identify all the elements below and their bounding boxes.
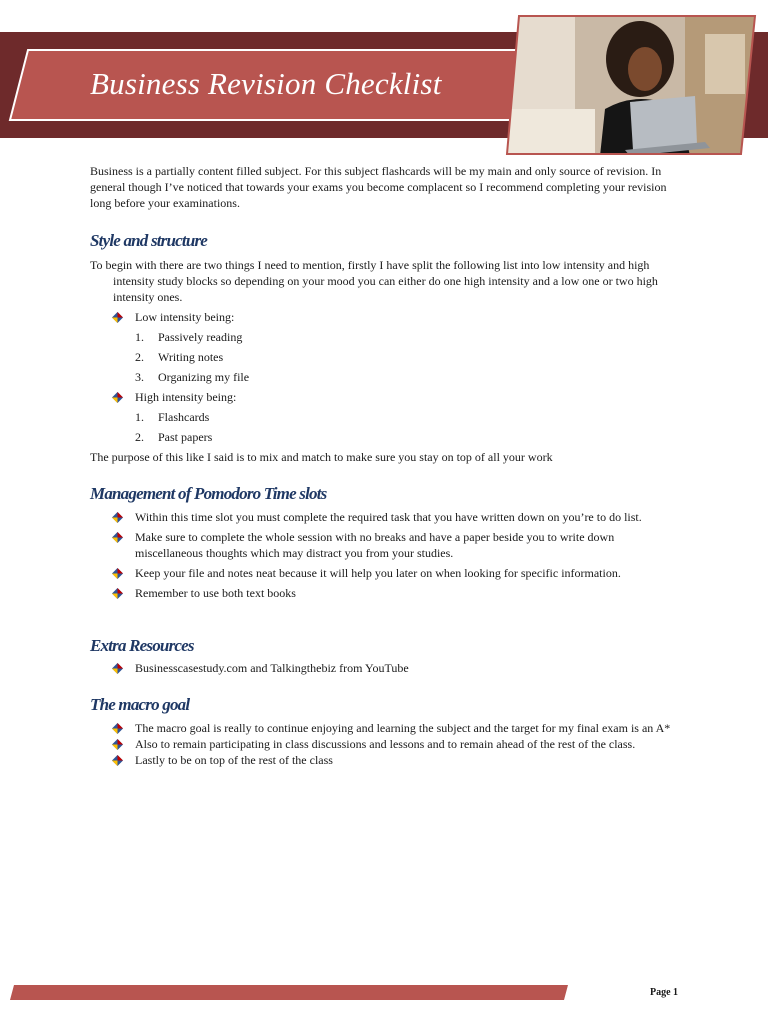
footer-bar <box>0 985 568 1000</box>
heading-macro-goal: The macro goal <box>90 695 190 714</box>
bullet-arrow-icon <box>112 663 123 674</box>
list-item <box>90 389 685 405</box>
list-item-text: Also to remain participating in class discussions and lessons and to remain ahead of the rest of the class. <box>135 737 636 751</box>
list-item: 2. Past papers <box>135 430 213 444</box>
page-title: Business Revision Checklist <box>90 66 442 101</box>
bullet-arrow-icon <box>112 532 123 543</box>
list-item-text: The macro goal is really to continue enjoying and learning the subject and the target for my final exam is an A* <box>135 721 671 735</box>
list-item: 1. Flashcards <box>135 410 210 424</box>
bullet-arrow-icon <box>112 568 123 579</box>
list-item-text: Past papers <box>158 430 213 444</box>
list-item <box>90 660 685 676</box>
bullet-arrow-icon <box>112 312 123 323</box>
list-item <box>90 585 685 601</box>
list-item <box>90 509 685 525</box>
bullet-arrow-icon <box>112 512 123 523</box>
list-item-text: Flashcards <box>158 410 210 424</box>
list-item-text: Businesscasestudy.com and Talkingthebiz from YouTube <box>135 661 409 675</box>
list-item-text: Passively reading <box>158 330 243 344</box>
list-item <box>90 565 685 581</box>
heading-pomodoro: Management of Pomodoro Time slots <box>90 484 327 503</box>
list-item-text: Keep your file and notes neat because it will help you later on when looking for specific information. <box>135 566 621 580</box>
list-item-text: Remember to use both text books <box>135 586 296 600</box>
list-item-text: Within this time slot you must complete the required task that you have written down on you’re to do list. <box>135 510 642 524</box>
bullet-arrow-icon <box>112 739 123 750</box>
list-item: 2. Writing notes <box>135 350 224 364</box>
bullet-arrow-icon <box>112 392 123 403</box>
list-item <box>90 529 685 561</box>
list-item <box>90 720 685 736</box>
style-lead-paragraph: To begin with there are two things I need to mention, firstly I have split the following list into low intensity and high intensity study blocks so depending on your mood you can either do one high intensity and a low one or two high intensity ones. <box>90 258 658 304</box>
page-number: Page 1 <box>650 987 679 998</box>
style-closing-paragraph: The purpose of this like I said is to mix and match to make sure you stay on top of all your work <box>90 450 553 464</box>
list-item-text: Lastly to be on top of the rest of the class <box>135 753 333 767</box>
heading-extra-resources: Extra Resources <box>90 636 194 655</box>
list-item <box>90 752 685 768</box>
list-item-text: Organizing my file <box>158 370 250 384</box>
list-item: 1. Passively reading <box>135 330 243 344</box>
heading-style-structure: Style and structure <box>90 231 208 250</box>
list-item <box>90 309 685 325</box>
list-item-text: Low intensity being: <box>135 310 235 324</box>
list-item-text: Writing notes <box>158 350 224 364</box>
list-item-text: Make sure to complete the whole session with no breaks and have a paper beside you to write down miscellaneous thoughts which may distract you from your studies. <box>135 530 615 560</box>
bullet-arrow-icon <box>112 723 123 734</box>
document-body <box>90 163 685 767</box>
list-item: 3. Organizing my file <box>135 370 250 384</box>
intro-paragraph: Business is a partially content filled subject. For this subject flashcards will be my main and only source of revision. In general though I’ve noticed that towards your exams you become complacent so I recommend completing your revision long before your examinations. <box>90 164 667 210</box>
bullet-arrow-icon <box>112 755 123 766</box>
bullet-arrow-icon <box>112 588 123 599</box>
header-photo <box>505 14 757 156</box>
list-item <box>90 736 685 752</box>
list-item-text: High intensity being: <box>135 390 237 404</box>
